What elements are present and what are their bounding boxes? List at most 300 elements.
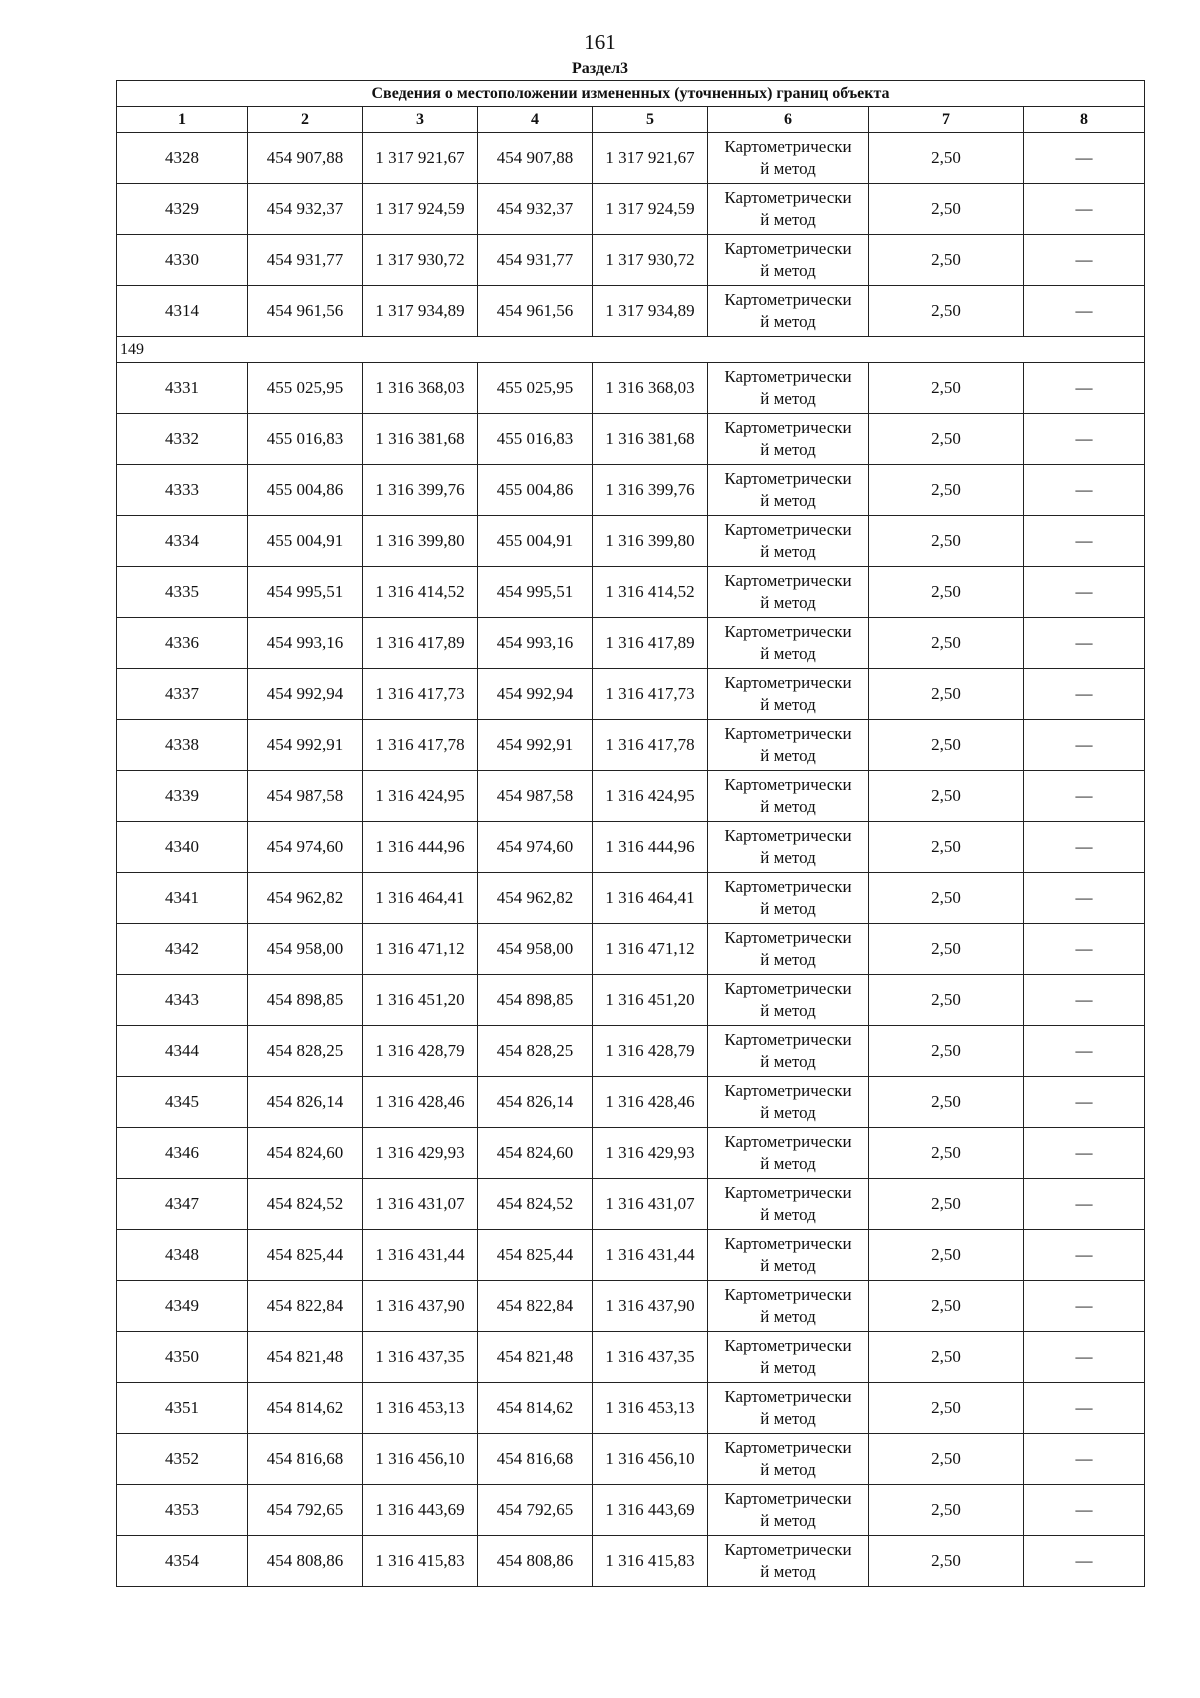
method-cell	[708, 133, 869, 184]
description-cell: —	[1024, 1128, 1145, 1179]
coordinate-cell: 1 316 471,12	[593, 924, 708, 975]
method-line-2: й метод	[760, 312, 816, 331]
table-row	[117, 873, 1145, 924]
accuracy-cell: 2,50	[869, 924, 1024, 975]
coordinate-cell: 454 814,62	[248, 1383, 363, 1434]
table-row	[117, 1281, 1145, 1332]
description-cell: —	[1024, 1179, 1145, 1230]
coordinate-cell: 1 316 429,93	[593, 1128, 708, 1179]
method-line-1: Картометрически	[724, 188, 852, 207]
description-cell: —	[1024, 516, 1145, 567]
coordinate-cell: 1 316 428,46	[593, 1077, 708, 1128]
coordinate-cell: 1 316 414,52	[363, 567, 478, 618]
method-line-2: й метод	[760, 1358, 816, 1377]
coordinate-cell: 1 317 930,72	[593, 235, 708, 286]
method-line-1: Картометрически	[724, 622, 852, 641]
method-line-2: й метод	[760, 1154, 816, 1173]
method-cell	[708, 1179, 869, 1230]
point-number-cell: 4314	[117, 286, 248, 337]
point-number-cell: 4330	[117, 235, 248, 286]
point-number-cell: 4347	[117, 1179, 248, 1230]
point-number-cell: 4348	[117, 1230, 248, 1281]
coordinate-cell: 455 016,83	[478, 414, 593, 465]
coordinate-cell: 454 792,65	[248, 1485, 363, 1536]
method-line-1: Картометрически	[724, 1285, 852, 1304]
point-number-cell: 4346	[117, 1128, 248, 1179]
coordinate-cell: 1 316 456,10	[363, 1434, 478, 1485]
method-line-1: Картометрически	[724, 1183, 852, 1202]
coordinate-cell: 455 004,91	[478, 516, 593, 567]
table-row	[117, 1128, 1145, 1179]
table-row	[117, 924, 1145, 975]
table-row	[117, 363, 1145, 414]
description-cell: —	[1024, 1281, 1145, 1332]
coordinate-cell: 454 931,77	[248, 235, 363, 286]
method-cell	[708, 618, 869, 669]
coordinate-cell: 1 317 924,59	[363, 184, 478, 235]
coordinate-cell: 1 316 453,13	[593, 1383, 708, 1434]
coordinate-cell: 454 826,14	[478, 1077, 593, 1128]
accuracy-cell: 2,50	[869, 873, 1024, 924]
coordinate-cell: 454 792,65	[478, 1485, 593, 1536]
coordinate-cell: 454 821,48	[478, 1332, 593, 1383]
coordinate-cell: 454 825,44	[248, 1230, 363, 1281]
coordinate-cell: 1 317 924,59	[593, 184, 708, 235]
accuracy-cell: 2,50	[869, 669, 1024, 720]
coordinate-cell: 1 316 431,44	[593, 1230, 708, 1281]
point-number-cell: 4351	[117, 1383, 248, 1434]
description-cell: —	[1024, 1077, 1145, 1128]
coordinate-cell: 1 316 437,90	[363, 1281, 478, 1332]
description-cell: —	[1024, 1332, 1145, 1383]
description-cell: —	[1024, 465, 1145, 516]
coordinate-cell: 1 316 437,35	[593, 1332, 708, 1383]
accuracy-cell: 2,50	[869, 516, 1024, 567]
method-cell	[708, 414, 869, 465]
coordinate-cell: 454 828,25	[478, 1026, 593, 1077]
method-cell	[708, 286, 869, 337]
method-cell	[708, 1281, 869, 1332]
coordinate-cell: 1 317 934,89	[363, 286, 478, 337]
table-row	[117, 1230, 1145, 1281]
table-row	[117, 567, 1145, 618]
table-row	[117, 720, 1145, 771]
accuracy-cell: 2,50	[869, 1434, 1024, 1485]
method-cell	[708, 771, 869, 822]
table-row	[117, 1332, 1145, 1383]
coordinate-cell: 454 992,94	[248, 669, 363, 720]
column-number: 3	[363, 107, 478, 133]
method-cell	[708, 235, 869, 286]
method-line-1: Картометрически	[724, 775, 852, 794]
method-line-2: й метод	[760, 644, 816, 663]
coordinate-cell: 1 316 381,68	[593, 414, 708, 465]
point-number-cell: 4334	[117, 516, 248, 567]
method-cell	[708, 1026, 869, 1077]
coordinate-cell: 1 316 417,78	[593, 720, 708, 771]
coordinate-cell: 454 932,37	[248, 184, 363, 235]
table-row	[117, 975, 1145, 1026]
coordinate-cell: 1 316 464,41	[363, 873, 478, 924]
accuracy-cell: 2,50	[869, 465, 1024, 516]
coordinate-cell: 454 962,82	[248, 873, 363, 924]
accuracy-cell: 2,50	[869, 1383, 1024, 1434]
accuracy-cell: 2,50	[869, 720, 1024, 771]
coordinate-cell: 1 316 451,20	[363, 975, 478, 1026]
accuracy-cell: 2,50	[869, 1536, 1024, 1587]
coordinate-cell: 1 316 399,80	[593, 516, 708, 567]
method-line-2: й метод	[760, 440, 816, 459]
coordinate-cell: 455 025,95	[248, 363, 363, 414]
coordinate-cell: 454 958,00	[478, 924, 593, 975]
point-number-cell: 4352	[117, 1434, 248, 1485]
description-cell: —	[1024, 363, 1145, 414]
method-cell	[708, 1230, 869, 1281]
accuracy-cell: 2,50	[869, 286, 1024, 337]
accuracy-cell: 2,50	[869, 618, 1024, 669]
coordinate-cell: 454 962,82	[478, 873, 593, 924]
method-line-2: й метод	[760, 848, 816, 867]
point-number-cell: 4341	[117, 873, 248, 924]
point-number-cell: 4331	[117, 363, 248, 414]
accuracy-cell: 2,50	[869, 1281, 1024, 1332]
coordinate-cell: 1 316 431,07	[363, 1179, 478, 1230]
method-cell	[708, 1485, 869, 1536]
point-number-cell: 4343	[117, 975, 248, 1026]
method-line-2: й метод	[760, 1307, 816, 1326]
method-line-1: Картометрически	[724, 673, 852, 692]
method-line-1: Картометрически	[724, 1030, 852, 1049]
coordinate-cell: 454 931,77	[478, 235, 593, 286]
method-line-2: й метод	[760, 261, 816, 280]
method-line-2: й метод	[760, 695, 816, 714]
description-cell: —	[1024, 235, 1145, 286]
coordinate-cell: 454 808,86	[248, 1536, 363, 1587]
coordinate-cell: 1 317 930,72	[363, 235, 478, 286]
method-cell	[708, 975, 869, 1026]
method-line-1: Картометрически	[724, 1489, 852, 1508]
coordinate-cell: 454 824,60	[478, 1128, 593, 1179]
coordinate-cell: 1 316 417,73	[593, 669, 708, 720]
coordinate-cell: 1 316 428,79	[363, 1026, 478, 1077]
method-cell	[708, 1434, 869, 1485]
method-line-2: й метод	[760, 159, 816, 178]
coordinate-cell: 1 316 428,46	[363, 1077, 478, 1128]
coordinate-cell: 1 316 444,96	[593, 822, 708, 873]
method-cell	[708, 363, 869, 414]
column-number: 6	[708, 107, 869, 133]
point-number-cell: 4342	[117, 924, 248, 975]
description-cell: —	[1024, 567, 1145, 618]
method-line-1: Картометрически	[724, 1132, 852, 1151]
description-cell: —	[1024, 720, 1145, 771]
point-number-cell: 4340	[117, 822, 248, 873]
table-row	[117, 1383, 1145, 1434]
table-row	[117, 1434, 1145, 1485]
table-row	[117, 1026, 1145, 1077]
coordinate-cell: 455 004,86	[478, 465, 593, 516]
method-cell	[708, 567, 869, 618]
accuracy-cell: 2,50	[869, 567, 1024, 618]
method-line-1: Картометрически	[724, 137, 852, 156]
method-cell	[708, 1383, 869, 1434]
method-line-2: й метод	[760, 542, 816, 561]
accuracy-cell: 2,50	[869, 1128, 1024, 1179]
point-number-cell: 4344	[117, 1026, 248, 1077]
coordinate-cell: 454 987,58	[478, 771, 593, 822]
table-row	[117, 1536, 1145, 1587]
accuracy-cell: 2,50	[869, 184, 1024, 235]
point-number-cell: 4353	[117, 1485, 248, 1536]
coordinate-cell: 1 316 424,95	[593, 771, 708, 822]
method-cell	[708, 669, 869, 720]
coordinate-cell: 1 317 921,67	[593, 133, 708, 184]
table-row	[117, 771, 1145, 822]
coordinate-cell: 1 316 414,52	[593, 567, 708, 618]
method-line-2: й метод	[760, 797, 816, 816]
point-number-cell: 4350	[117, 1332, 248, 1383]
method-line-1: Картометрически	[724, 826, 852, 845]
coordinate-cell: 454 907,88	[478, 133, 593, 184]
coordinate-cell: 1 317 921,67	[363, 133, 478, 184]
method-line-2: й метод	[760, 1460, 816, 1479]
method-line-1: Картометрически	[724, 571, 852, 590]
group-row	[117, 337, 1145, 363]
coordinate-cell: 1 316 424,95	[363, 771, 478, 822]
coordinate-cell: 454 816,68	[248, 1434, 363, 1485]
coordinate-cell: 1 316 415,83	[363, 1536, 478, 1587]
method-cell	[708, 516, 869, 567]
method-cell	[708, 1077, 869, 1128]
method-line-1: Картометрически	[724, 290, 852, 309]
coordinate-cell: 1 316 399,76	[593, 465, 708, 516]
method-line-2: й метод	[760, 1562, 816, 1581]
accuracy-cell: 2,50	[869, 1230, 1024, 1281]
coordinate-cell: 454 898,85	[478, 975, 593, 1026]
description-cell: —	[1024, 618, 1145, 669]
table-row	[117, 235, 1145, 286]
coordinate-cell: 1 316 368,03	[363, 363, 478, 414]
column-number: 5	[593, 107, 708, 133]
coordinate-cell: 1 316 399,80	[363, 516, 478, 567]
coordinate-cell: 454 907,88	[248, 133, 363, 184]
table-row	[117, 822, 1145, 873]
accuracy-cell: 2,50	[869, 1485, 1024, 1536]
coordinate-cell: 455 004,86	[248, 465, 363, 516]
point-number-cell: 4335	[117, 567, 248, 618]
description-cell: —	[1024, 286, 1145, 337]
method-line-2: й метод	[760, 1511, 816, 1530]
accuracy-cell: 2,50	[869, 133, 1024, 184]
accuracy-cell: 2,50	[869, 771, 1024, 822]
coordinate-cell: 454 995,51	[478, 567, 593, 618]
method-line-2: й метод	[760, 389, 816, 408]
coordinate-cell: 454 987,58	[248, 771, 363, 822]
method-line-1: Картометрически	[724, 520, 852, 539]
method-cell	[708, 873, 869, 924]
description-cell: —	[1024, 133, 1145, 184]
column-number: 2	[248, 107, 363, 133]
accuracy-cell: 2,50	[869, 1179, 1024, 1230]
coordinate-cell: 454 822,84	[478, 1281, 593, 1332]
coordinate-cell: 454 828,25	[248, 1026, 363, 1077]
coordinate-cell: 1 316 399,76	[363, 465, 478, 516]
point-number-cell: 4349	[117, 1281, 248, 1332]
point-number-cell: 4329	[117, 184, 248, 235]
point-number-cell: 4336	[117, 618, 248, 669]
table-row	[117, 414, 1145, 465]
column-number: 4	[478, 107, 593, 133]
group-label: 149	[117, 337, 1145, 363]
coordinate-cell: 1 316 417,89	[363, 618, 478, 669]
description-cell: —	[1024, 771, 1145, 822]
accuracy-cell: 2,50	[869, 1026, 1024, 1077]
method-line-2: й метод	[760, 210, 816, 229]
accuracy-cell: 2,50	[869, 414, 1024, 465]
method-cell	[708, 1128, 869, 1179]
method-line-2: й метод	[760, 950, 816, 969]
accuracy-cell: 2,50	[869, 1077, 1024, 1128]
table-row	[117, 1077, 1145, 1128]
method-line-1: Картометрически	[724, 1387, 852, 1406]
section-title: Раздел3	[571, 60, 629, 77]
method-cell	[708, 720, 869, 771]
table-row	[117, 618, 1145, 669]
method-line-1: Картометрически	[724, 877, 852, 896]
table-row	[117, 1179, 1145, 1230]
method-line-1: Картометрически	[724, 1081, 852, 1100]
coordinate-cell: 1 316 451,20	[593, 975, 708, 1026]
method-line-1: Картометрически	[724, 469, 852, 488]
point-number-cell: 4332	[117, 414, 248, 465]
coordinate-cell: 1 316 431,07	[593, 1179, 708, 1230]
coordinate-cell: 1 316 431,44	[363, 1230, 478, 1281]
description-cell: —	[1024, 1485, 1145, 1536]
method-line-1: Картометрически	[724, 928, 852, 947]
description-cell: —	[1024, 414, 1145, 465]
method-cell	[708, 1332, 869, 1383]
description-cell: —	[1024, 1434, 1145, 1485]
table-caption: Сведения о местоположении измененных (уточненных) границ объекта	[117, 81, 1145, 107]
description-cell: —	[1024, 924, 1145, 975]
point-number-cell: 4338	[117, 720, 248, 771]
accuracy-cell: 2,50	[869, 1332, 1024, 1383]
method-line-1: Картометрически	[724, 1540, 852, 1559]
coordinate-cell: 454 993,16	[248, 618, 363, 669]
method-line-2: й метод	[760, 1103, 816, 1122]
method-line-2: й метод	[760, 1052, 816, 1071]
method-line-2: й метод	[760, 1205, 816, 1224]
coordinate-cell: 454 898,85	[248, 975, 363, 1026]
point-number-cell: 4339	[117, 771, 248, 822]
coordinate-cell: 1 316 437,90	[593, 1281, 708, 1332]
table-row	[117, 669, 1145, 720]
coordinate-cell: 1 316 471,12	[363, 924, 478, 975]
coordinate-cell: 454 822,84	[248, 1281, 363, 1332]
method-line-1: Картометрически	[724, 1438, 852, 1457]
method-line-1: Картометрически	[724, 367, 852, 386]
method-cell	[708, 924, 869, 975]
coordinate-cell: 454 993,16	[478, 618, 593, 669]
description-cell: —	[1024, 975, 1145, 1026]
accuracy-cell: 2,50	[869, 822, 1024, 873]
accuracy-cell: 2,50	[869, 235, 1024, 286]
coordinate-cell: 1 316 464,41	[593, 873, 708, 924]
coordinate-cell: 454 821,48	[248, 1332, 363, 1383]
table-row	[117, 133, 1145, 184]
coordinate-cell: 454 824,52	[478, 1179, 593, 1230]
coordinate-cell: 1 316 456,10	[593, 1434, 708, 1485]
coordinate-cell: 1 316 368,03	[593, 363, 708, 414]
method-line-2: й метод	[760, 899, 816, 918]
method-line-1: Картометрически	[724, 418, 852, 437]
coordinate-cell: 1 316 415,83	[593, 1536, 708, 1587]
coordinate-cell: 1 316 417,73	[363, 669, 478, 720]
description-cell: —	[1024, 1383, 1145, 1434]
method-line-2: й метод	[760, 746, 816, 765]
coordinate-cell: 454 825,44	[478, 1230, 593, 1281]
boundary-table	[116, 80, 1145, 1587]
coordinate-cell: 1 316 443,69	[363, 1485, 478, 1536]
coordinate-cell: 454 992,91	[248, 720, 363, 771]
coordinate-cell: 455 025,95	[478, 363, 593, 414]
point-number-cell: 4337	[117, 669, 248, 720]
coordinate-cell: 1 316 444,96	[363, 822, 478, 873]
description-cell: —	[1024, 873, 1145, 924]
method-line-1: Картометрически	[724, 239, 852, 258]
description-cell: —	[1024, 822, 1145, 873]
coordinate-cell: 1 316 443,69	[593, 1485, 708, 1536]
table-row	[117, 184, 1145, 235]
coordinate-cell: 454 974,60	[248, 822, 363, 873]
table-row	[117, 516, 1145, 567]
method-cell	[708, 465, 869, 516]
method-cell	[708, 1536, 869, 1587]
coordinate-cell: 454 814,62	[478, 1383, 593, 1434]
description-cell: —	[1024, 1536, 1145, 1587]
method-line-2: й метод	[760, 593, 816, 612]
method-line-2: й метод	[760, 1256, 816, 1275]
description-cell: —	[1024, 1230, 1145, 1281]
description-cell: —	[1024, 1026, 1145, 1077]
coordinate-cell: 454 961,56	[478, 286, 593, 337]
coordinate-cell: 454 992,94	[478, 669, 593, 720]
method-line-2: й метод	[760, 491, 816, 510]
table-row	[117, 1485, 1145, 1536]
accuracy-cell: 2,50	[869, 363, 1024, 414]
coordinate-cell: 454 932,37	[478, 184, 593, 235]
column-number-row	[117, 107, 1145, 133]
coordinate-cell: 1 317 934,89	[593, 286, 708, 337]
coordinate-cell: 1 316 429,93	[363, 1128, 478, 1179]
table-body	[117, 133, 1145, 1587]
column-number: 1	[117, 107, 248, 133]
table-row	[117, 286, 1145, 337]
column-number: 7	[869, 107, 1024, 133]
coordinate-cell: 454 974,60	[478, 822, 593, 873]
point-number-cell: 4333	[117, 465, 248, 516]
coordinate-cell: 1 316 417,78	[363, 720, 478, 771]
method-cell	[708, 822, 869, 873]
method-line-2: й метод	[760, 1001, 816, 1020]
accuracy-cell: 2,50	[869, 975, 1024, 1026]
coordinate-cell: 455 004,91	[248, 516, 363, 567]
coordinate-cell: 454 824,52	[248, 1179, 363, 1230]
description-cell: —	[1024, 184, 1145, 235]
coordinate-cell: 454 995,51	[248, 567, 363, 618]
point-number-cell: 4354	[117, 1536, 248, 1587]
coordinate-cell: 1 316 437,35	[363, 1332, 478, 1383]
